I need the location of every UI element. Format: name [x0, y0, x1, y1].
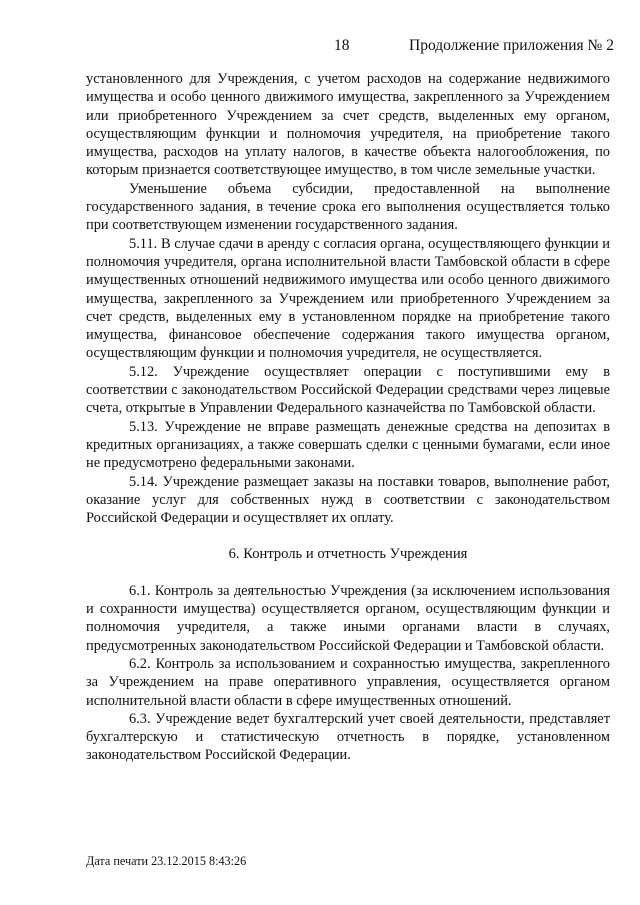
paragraph-6-2: 6.2. Контроль за использованием и сохранностью имущества, закрепленного за Учреждением на праве оперативного управления, осуществляется органом исполнительной власти области в сфере имущественных отношений.	[86, 655, 610, 709]
section-heading: 6. Контроль и отчетность Учреждения	[228, 546, 468, 563]
document-body	[86, 70, 610, 765]
page-number: 18	[334, 37, 350, 54]
paragraph-6-3: 6.3. Учреждение ведет бухгалтерский учет своей деятельности, представляет бухгалтерскую и статистическую отчетность в порядке, установленном законодательством Российской Федерации.	[86, 710, 610, 764]
paragraph-6-1: 6.1. Контроль за деятельностью Учреждения (за исключением использования и сохранности имущества) осуществляется органом, осуществляющим функции и полномочия учредителя, а также иными органами власти в случаях, предусмотренных законодательством Российской Федерации и Тамбовской области.	[86, 582, 610, 654]
paragraph-5-13: 5.13. Учреждение не вправе размещать денежные средства на депозитах в кредитных организациях, а также совершать сделки с ценными бумагами, если иное не предусмотрено федеральными законами.	[86, 418, 610, 472]
paragraph-continuation: установленного для Учреждения, с учетом расходов на содержание недвижимого имущества и особо ценного движимого имущества, закрепленного за Учреждением или приобретенного Учреждением за счет средств, выделенных ему органом, осуществляющим функции и полномочия учредителя, на приобретение такого имущества, расходов на уплату налогов, в качестве объекта налогообложения, по которым признается соответствующее имущество, в том числе земельные участки.	[86, 71, 610, 179]
appendix-continuation-label: Продолжение приложения № 2	[409, 37, 614, 54]
print-date: Дата печати 23.12.2015 8:43:26	[86, 854, 247, 868]
paragraph-subsidy-reduction: Уменьшение объема субсидии, предоставленной на выполнение государственного задания, в течение срока его выполнения осуществляется только при соответствующем изменении государственного задания.	[86, 180, 610, 234]
paragraph-5-12: 5.12. Учреждение осуществляет операции с поступившими ему в соответствии с законодательством Российской Федерации средствами через лицевые счета, открытые в Управлении Федерального казначейства по Тамбовской области.	[86, 363, 610, 417]
paragraph-5-14: 5.14. Учреждение размещает заказы на поставки товаров, выполнение работ, оказание услуг для собственных нужд в соответствии с законодательством Российской Федерации и осуществляет их оплату.	[86, 473, 610, 527]
paragraph-5-11: 5.11. В случае сдачи в аренду с согласия органа, осуществляющего функции и полномочия учредителя, органа исполнительной власти Тамбовской области в сфере имущественных отношений недвижимого имущества или особо ценного движимого имущества, закрепленного за Учреждением или приобретенного Учреждением за счет средств, выделенных ему в установленном порядке на приобретение такого имущества, финансовое обеспечение содержания такого имущества органом, осуществляющим функции и полномочия учредителя, не осуществляется.	[86, 235, 610, 362]
